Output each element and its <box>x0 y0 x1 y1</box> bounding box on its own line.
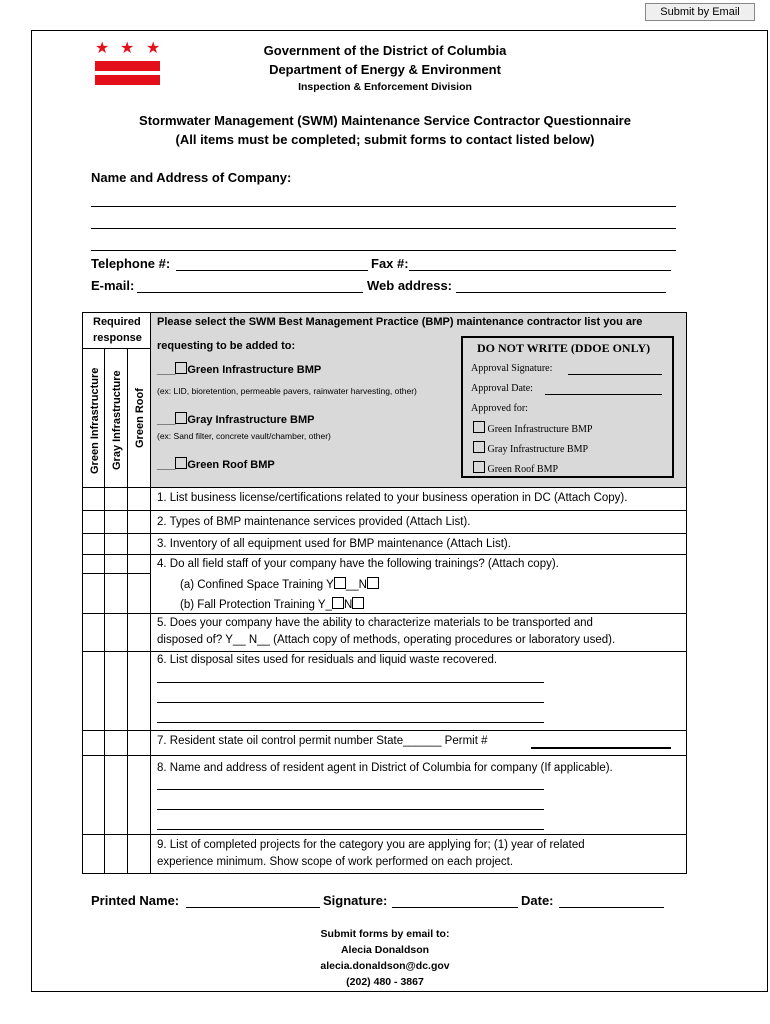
question-1: 1. List business license/certifications related to your business operation in DC (Attach Copy). <box>157 492 628 504</box>
web-field[interactable] <box>456 292 666 293</box>
option-gray-example: (ex: Sand filter, concrete vault/chamber, other) <box>157 431 331 441</box>
approved-green-label: Green Infrastructure BMP <box>487 424 593 435</box>
question-7-permit-label: Permit # <box>444 735 488 747</box>
green-checkbox[interactable] <box>175 362 187 374</box>
printed-name-label: Printed Name: <box>91 893 180 908</box>
approval-signature-field[interactable] <box>568 374 662 375</box>
response-label: response <box>93 332 142 344</box>
roof-checkbox[interactable] <box>175 457 187 469</box>
company-line-2[interactable] <box>91 228 676 229</box>
form-title: Stormwater Management (SWM) Maintenance Service Contractor Questionnaire <box>139 113 631 128</box>
option-gray-underscore: ___ <box>157 414 176 426</box>
fax-label: Fax #: <box>371 256 409 271</box>
q8-answer-line[interactable] <box>157 789 544 790</box>
question-5-line-2: disposed of? Y__ N__ (Attach copy of methods, operating procedures or laboratory used). <box>157 634 616 646</box>
question-4a-label: (a) Confined Space Training Y <box>180 579 334 591</box>
question-4b <box>180 597 364 611</box>
email-label: E-mail: <box>91 278 135 293</box>
instruction-line-1: Please select the SWM Best Management Practice (BMP) maintenance contractor list you are <box>157 316 643 328</box>
question-4: 4. Do all field staff of your company have the following trainings? (Attach copy). <box>157 558 559 570</box>
approved-roof-label: Green Roof BMP <box>487 464 559 475</box>
question-6: 6. List disposal sites used for residuals and liquid waste recovered. <box>157 654 498 666</box>
option-green-underscore: ___ <box>157 364 176 376</box>
company-line-1[interactable] <box>91 206 676 207</box>
approved-gray-checkbox[interactable] <box>473 441 485 453</box>
question-3: 3. Inventory of all equipment used for BMP maintenance (Attach List). <box>157 538 511 550</box>
q8-answer-line[interactable] <box>157 809 544 810</box>
approved-for-label: Approved for: <box>471 403 528 414</box>
contact-name: Alecia Donaldson <box>340 944 430 956</box>
approved-gray-row <box>473 441 588 455</box>
approval-signature-label: Approval Signature: <box>471 363 553 374</box>
approval-date-label: Approval Date: <box>471 383 533 394</box>
telephone-field[interactable] <box>176 270 368 271</box>
form-subtitle: (All items must be completed; submit forms to contact listed below) <box>175 132 595 147</box>
required-label: Required <box>93 316 141 328</box>
question-7 <box>157 735 488 747</box>
col-divider <box>104 487 128 874</box>
date-field[interactable] <box>559 907 664 908</box>
q6-answer-line[interactable] <box>157 722 544 723</box>
q6-answer-line[interactable] <box>157 702 544 703</box>
instruction-line-2: requesting to be added to: <box>157 340 296 352</box>
option-green-example: (ex: LID, bioretention, permeable pavers, rainwater harvesting, other) <box>157 386 417 396</box>
dept-name: Department of Energy & Environment <box>269 62 501 77</box>
flag-star-icon: ★ <box>120 40 135 57</box>
approval-date-field[interactable] <box>545 394 662 395</box>
signature-field[interactable] <box>392 907 518 908</box>
confined-no-checkbox[interactable] <box>367 577 379 589</box>
confined-n-label: N <box>358 579 367 591</box>
option-roof-underscore: ___ <box>157 459 176 471</box>
approved-green-checkbox[interactable] <box>473 421 485 433</box>
col-gray-label: Gray Infrastructure <box>111 370 123 470</box>
option-green-label: Green Infrastructure BMP <box>187 364 322 376</box>
approved-roof-row <box>473 461 558 475</box>
q8-answer-line[interactable] <box>157 829 544 830</box>
state-field[interactable]: ______ <box>403 735 442 747</box>
approved-green-row <box>473 421 592 435</box>
option-roof-label: Green Roof BMP <box>187 459 275 471</box>
submit-to-label: Submit forms by email to: <box>320 928 450 940</box>
q6-answer-line[interactable] <box>157 682 544 683</box>
option-roof-row <box>157 457 275 471</box>
division-name: Inspection & Enforcement Division <box>298 81 472 93</box>
email-field[interactable] <box>137 292 363 293</box>
question-9-line-2: experience minimum. Show scope of work performed on each project. <box>157 856 514 868</box>
company-line-3[interactable] <box>91 250 676 251</box>
col-roof-label: Green Roof <box>134 388 146 448</box>
date-label: Date: <box>521 893 554 908</box>
flag-star-icon: ★ <box>95 40 110 57</box>
question-4a <box>180 577 379 591</box>
submit-by-email-button[interactable]: Submit by Email <box>645 3 755 21</box>
approved-roof-checkbox[interactable] <box>473 461 485 473</box>
question-2: 2. Types of BMP maintenance services provided (Attach List). <box>157 516 471 528</box>
contact-phone: (202) 480 - 3867 <box>346 976 424 988</box>
gray-checkbox[interactable] <box>175 412 187 424</box>
option-gray-label: Gray Infrastructure BMP <box>187 414 315 426</box>
fall-y-underscore: _ <box>325 599 332 611</box>
confined-n-underscore: __ <box>345 579 359 591</box>
fall-n-label: N <box>343 599 353 611</box>
col-green-label: Green Infrastructure <box>89 367 101 474</box>
question-5-line-1: 5. Does your company have the ability to characterize materials to be transported and <box>157 617 593 629</box>
gov-name: Government of the District of Columbia <box>263 43 507 58</box>
option-green-row <box>157 362 321 376</box>
web-label: Web address: <box>367 278 453 293</box>
flag-star-icon: ★ <box>146 40 161 57</box>
signature-label: Signature: <box>323 893 388 908</box>
fall-no-checkbox[interactable] <box>352 597 364 609</box>
printed-name-field[interactable] <box>186 907 320 908</box>
row-sub-divider <box>82 573 151 574</box>
confined-yes-checkbox[interactable] <box>334 577 346 589</box>
fall-yes-checkbox[interactable] <box>332 597 344 609</box>
permit-field[interactable] <box>531 747 671 749</box>
question-8: 8. Name and address of resident agent in District of Columbia for company (If applicable). <box>157 762 613 774</box>
approved-gray-label: Gray Infrastructure BMP <box>487 444 589 455</box>
option-gray-row <box>157 412 315 426</box>
fax-field[interactable] <box>409 270 671 271</box>
telephone-label: Telephone #: <box>91 256 171 271</box>
contact-email[interactable]: alecia.donaldson@dc.gov <box>320 960 450 972</box>
question-7-label: 7. Resident state oil control permit number State <box>157 735 404 747</box>
company-name-label: Name and Address of Company: <box>91 170 292 185</box>
office-use-title: DO NOT WRITE (DDOE ONLY) <box>477 341 651 355</box>
question-4b-label: (b) Fall Protection Training Y <box>180 599 326 611</box>
question-9-line-1: 9. List of completed projects for the category you are applying for; (1) year of related <box>157 839 585 851</box>
col-divider <box>127 487 151 874</box>
